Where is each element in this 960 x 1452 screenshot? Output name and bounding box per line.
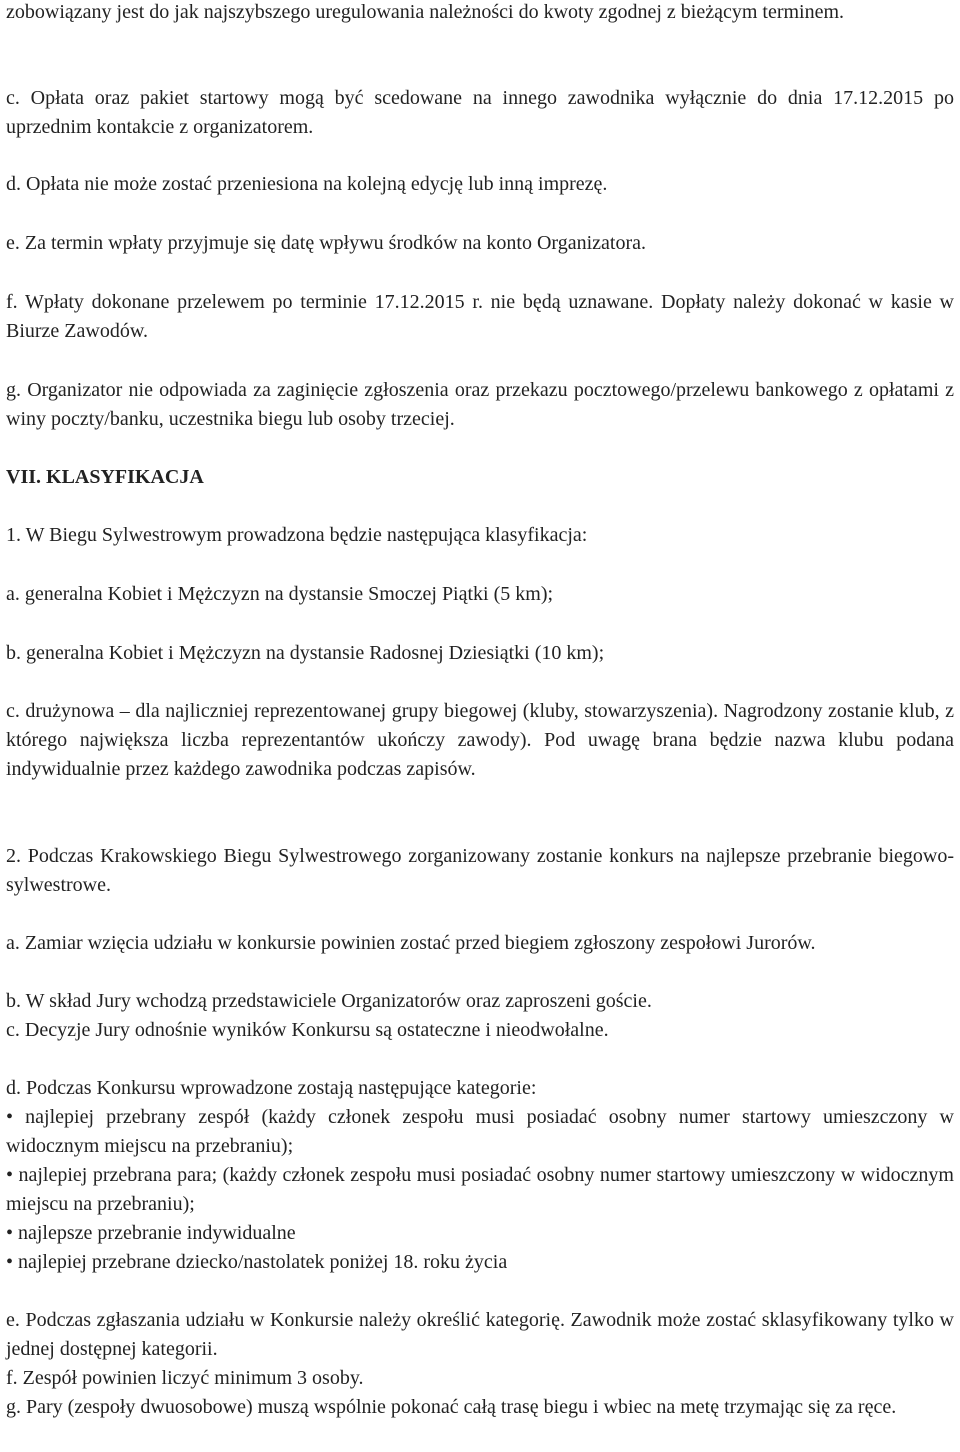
paragraph-1a: a. generalna Kobiet i Mężczyzn na dystansie Smoczej Piątki (5 km);: [6, 583, 554, 605]
paragraph-2: 2. Podczas Krakowskiego Biegu Sylwestrowego zorganizowany zostanie konkurs na najlepsze przebranie biegowo-sylwestrowe.: [6, 845, 954, 896]
paragraph-2e: e. Podczas zgłaszania udziału w Konkursie należy określić kategorię. Zawodnik może zostać sklasyfikowany tylko w jednej dostępnej kategorii.: [6, 1309, 954, 1360]
section-heading: VII. KLASYFIKACJA: [6, 466, 204, 488]
paragraph-2d: d. Podczas Konkursu wprowadzone zostają następujące kategorie:: [6, 1077, 537, 1099]
bullet-item: • najlepiej przebrany zespół (każdy członek zespołu musi posiadać osobny numer startowy umieszczony w widocznym miejscu na przebraniu);: [6, 1106, 954, 1157]
paragraph-1c: c. drużynowa – dla najliczniej reprezentowanej grupy biegowej (kluby, stowarzyszenia). Nagrodzony zostanie klub, z którego największa liczba reprezentantów ukończy zawody). Pod uwagę brana będzie nazwa klubu podana indywidualnie przez każdego zawodnika podczas zapisów.: [6, 700, 954, 780]
paragraph-e: e. Za termin wpłaty przyjmuje się datę wpływu środków na konto Organizatora.: [6, 232, 647, 254]
paragraph-2c: c. Decyzje Jury odnośnie wyników Konkursu są ostateczne i nieodwołalne.: [6, 1019, 609, 1041]
paragraph-2g: g. Pary (zespoły dwuosobowe) muszą wspólnie pokonać całą trasę biegu i wbiec na metę trzymając się za ręce.: [6, 1396, 897, 1418]
paragraph-c: c. Opłata oraz pakiet startowy mogą być scedowane na innego zawodnika wyłącznie do dnia 17.12.2015 po uprzednim kontakcie z organizatorem.: [6, 87, 954, 138]
paragraph-g: g. Organizator nie odpowiada za zaginięcie zgłoszenia oraz przekazu pocztowego/przelewu bankowego z opłatami z winy poczty/banku, uczestnika biegu lub osoby trzeciej.: [6, 379, 954, 430]
bullet-item: • najlepiej przebrane dziecko/nastolatek poniżej 18. roku życia: [6, 1251, 508, 1273]
paragraph-1b: b. generalna Kobiet i Mężczyzn na dystansie Radosnej Dziesiątki (10 km);: [6, 642, 605, 664]
paragraph-1: 1. W Biegu Sylwestrowym prowadzona będzie następująca klasyfikacja:: [6, 524, 588, 546]
bullet-item: • najlepiej przebrana para; (każdy członek zespołu musi posiadać osobny numer startowy umieszczony w widocznym miejscu na przebraniu);: [6, 1164, 954, 1215]
paragraph-2f: f. Zespół powinien liczyć minimum 3 osoby.: [6, 1367, 364, 1389]
paragraph-f: f. Wpłaty dokonane przelewem po terminie 17.12.2015 r. nie będą uznawane. Dopłaty należy dokonać w kasie w Biurze Zawodów.: [6, 291, 954, 342]
paragraph-d: d. Opłata nie może zostać przeniesiona na kolejną edycję lub inną imprezę.: [6, 173, 608, 195]
paragraph-2a: a. Zamiar wzięcia udziału w konkursie powinien zostać przed biegiem zgłoszony zespołowi Jurorów.: [6, 932, 816, 954]
paragraph-continuation: zobowiązany jest do jak najszybszego uregulowania należności do kwoty zgodnej z bieżącym terminem.: [6, 1, 845, 23]
paragraph-2b: b. W skład Jury wchodzą przedstawiciele Organizatorów oraz zaproszeni goście.: [6, 990, 652, 1012]
bullet-item: • najlepsze przebranie indywidualne: [6, 1222, 296, 1244]
